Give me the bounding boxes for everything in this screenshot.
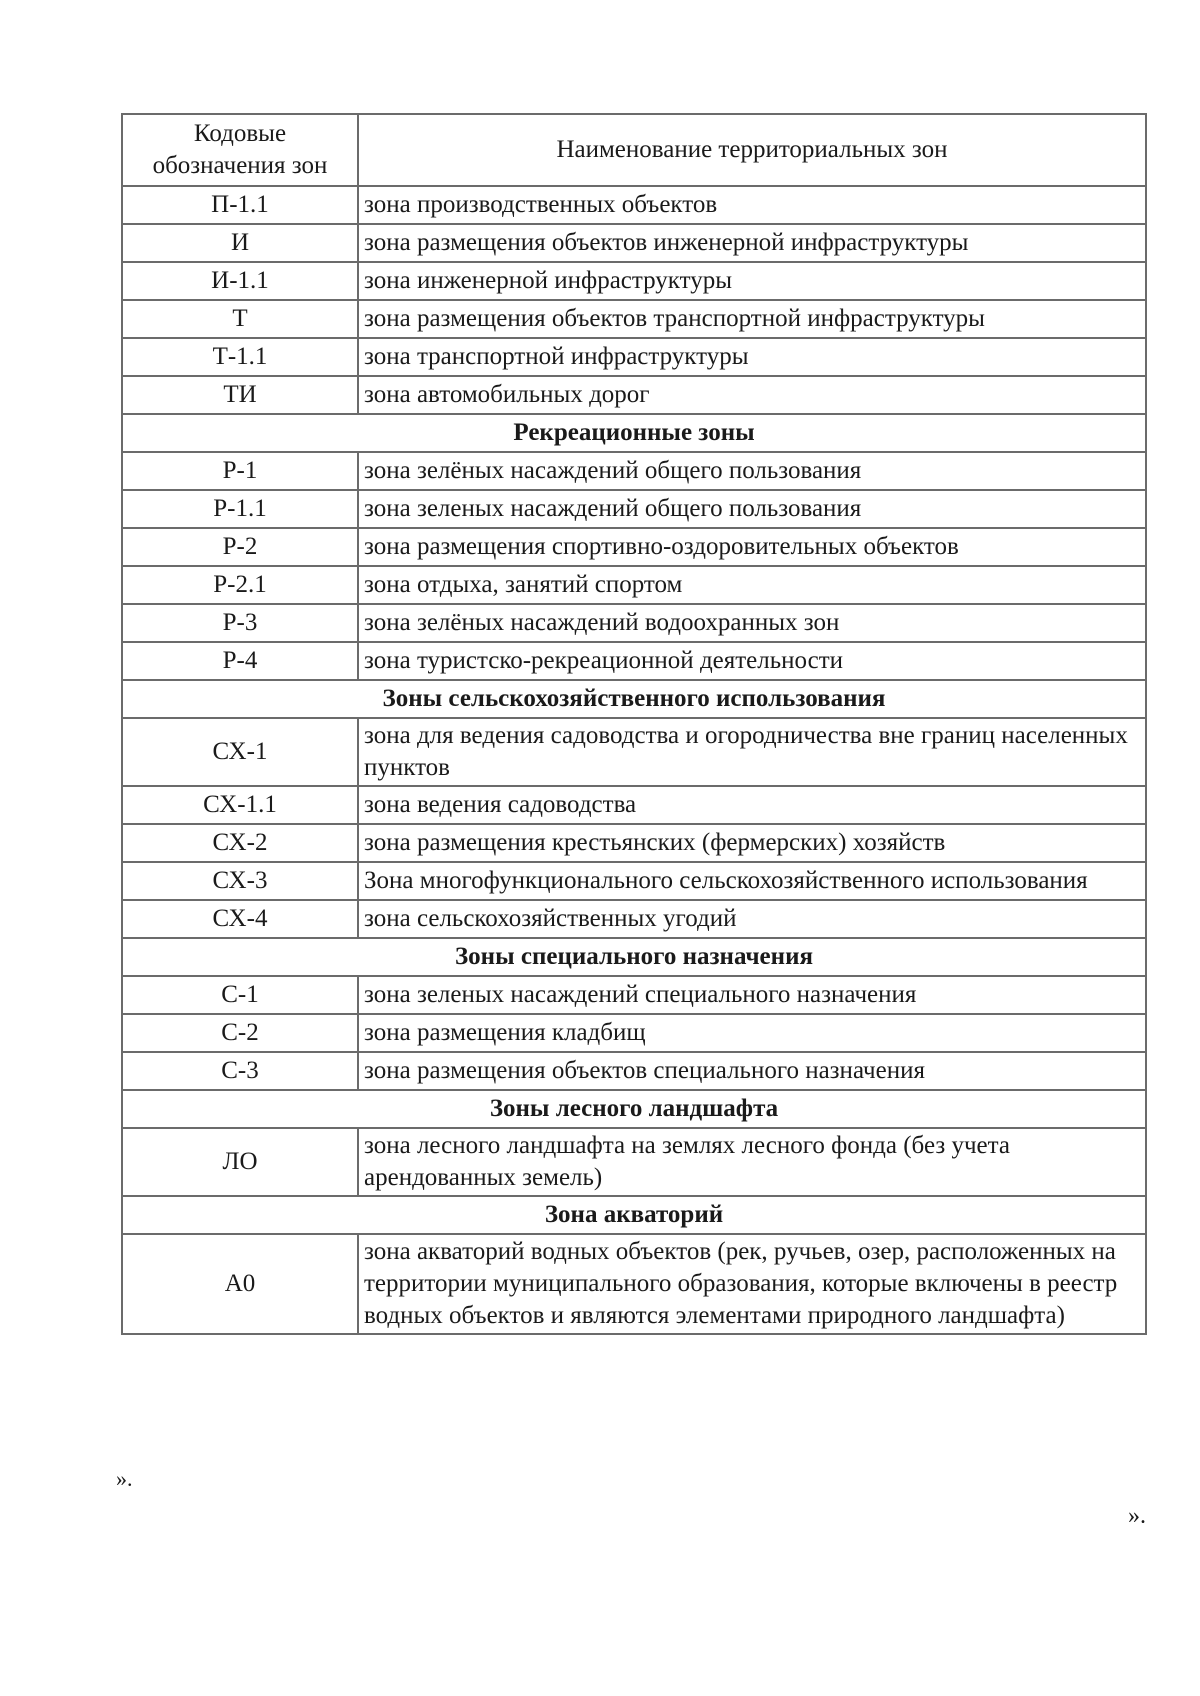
- zone-name: зона сельскохозяйственных угодий: [358, 900, 1146, 938]
- zone-row: [122, 642, 1146, 680]
- zone-code: С-2: [122, 1014, 358, 1052]
- zone-name: Зона многофункционального сельскохозяйственного использования: [358, 862, 1146, 900]
- zone-name: зона производственных объектов: [358, 186, 1146, 224]
- zone-code: ТИ: [122, 376, 358, 414]
- zone-name: зона размещения спортивно-оздоровительных объектов: [358, 528, 1146, 566]
- zone-row: [122, 900, 1146, 938]
- header-code: Кодовые обозначения зон: [122, 114, 358, 186]
- zone-code: П-1.1: [122, 186, 358, 224]
- section-title: Рекреационные зоны: [122, 414, 1146, 452]
- section-title: Зоны сельскохозяйственного использования: [122, 680, 1146, 718]
- zone-row: [122, 376, 1146, 414]
- zone-name: зона размещения объектов транспортной инфраструктуры: [358, 300, 1146, 338]
- zone-code: И: [122, 224, 358, 262]
- zone-row: [122, 718, 1146, 786]
- zone-name: зона зеленых насаждений общего пользования: [358, 490, 1146, 528]
- closing-quote-right: ».: [1128, 1503, 1146, 1529]
- zone-code: С-3: [122, 1052, 358, 1090]
- zone-code: ЛО: [122, 1128, 358, 1196]
- section-title: Зона акваторий: [122, 1196, 1146, 1234]
- zone-row: [122, 976, 1146, 1014]
- zone-row: [122, 490, 1146, 528]
- zone-row: [122, 452, 1146, 490]
- zone-row: [122, 186, 1146, 224]
- section-row: [122, 1196, 1146, 1234]
- zone-code: Р-3: [122, 604, 358, 642]
- zone-name: зона транспортной инфраструктуры: [358, 338, 1146, 376]
- zones-table: [121, 113, 1147, 1335]
- zone-row: [122, 1014, 1146, 1052]
- section-row: [122, 1090, 1146, 1128]
- section-title: Зоны лесного ландшафта: [122, 1090, 1146, 1128]
- zone-code: С-1: [122, 976, 358, 1014]
- zone-code: Р-2: [122, 528, 358, 566]
- zone-code: СХ-1: [122, 718, 358, 786]
- zone-code: И-1.1: [122, 262, 358, 300]
- header-name: Наименование территориальных зон: [358, 114, 1146, 186]
- zone-name: зона отдыха, занятий спортом: [358, 566, 1146, 604]
- zone-row: [122, 566, 1146, 604]
- zone-row: [122, 1128, 1146, 1196]
- zone-code: СХ-3: [122, 862, 358, 900]
- zone-row: [122, 604, 1146, 642]
- zone-row: [122, 224, 1146, 262]
- zone-code: Р-1: [122, 452, 358, 490]
- section-row: [122, 680, 1146, 718]
- zone-name: зона размещения крестьянских (фермерских) хозяйств: [358, 824, 1146, 862]
- zone-code: Т: [122, 300, 358, 338]
- zone-code: СХ-4: [122, 900, 358, 938]
- zone-code: Р-1.1: [122, 490, 358, 528]
- zone-name: зона акваторий водных объектов (рек, ручьев, озер, расположенных на территории муниципального образования, которые включены в реестр водных объектов и являются элементами природного ландшафта): [358, 1234, 1146, 1334]
- zone-code: Р-2.1: [122, 566, 358, 604]
- zones-body: [122, 186, 1146, 1334]
- zone-row: [122, 300, 1146, 338]
- zone-name: зона лесного ландшафта на землях лесного фонда (без учета арендованных земель): [358, 1128, 1146, 1196]
- zone-row: [122, 824, 1146, 862]
- zone-name: зона размещения объектов специального назначения: [358, 1052, 1146, 1090]
- zone-row: [122, 1234, 1146, 1334]
- zone-name: зона зелёных насаждений водоохранных зон: [358, 604, 1146, 642]
- zone-code: Т-1.1: [122, 338, 358, 376]
- zone-name: зона инженерной инфраструктуры: [358, 262, 1146, 300]
- section-title: Зоны специального назначения: [122, 938, 1146, 976]
- zone-name: зона зелёных насаждений общего пользования: [358, 452, 1146, 490]
- zone-row: [122, 338, 1146, 376]
- zone-row: [122, 862, 1146, 900]
- zone-code: А0: [122, 1234, 358, 1334]
- zone-row: [122, 1052, 1146, 1090]
- zone-name: зона автомобильных дорог: [358, 376, 1146, 414]
- zone-code: Р-4: [122, 642, 358, 680]
- zone-name: зона ведения садоводства: [358, 786, 1146, 824]
- zone-name: зона размещения кладбищ: [358, 1014, 1146, 1052]
- zone-code: СХ-2: [122, 824, 358, 862]
- zone-code: СХ-1.1: [122, 786, 358, 824]
- zone-row: [122, 528, 1146, 566]
- zone-name: зона размещения объектов инженерной инфраструктуры: [358, 224, 1146, 262]
- section-row: [122, 414, 1146, 452]
- zone-name: зона для ведения садоводства и огородничества вне границ населенных пунктов: [358, 718, 1146, 786]
- section-row: [122, 938, 1146, 976]
- zone-name: зона зеленых насаждений специального назначения: [358, 976, 1146, 1014]
- zone-row: [122, 262, 1146, 300]
- zone-name: зона туристско-рекреационной деятельности: [358, 642, 1146, 680]
- header-row: [122, 114, 1146, 186]
- zone-row: [122, 786, 1146, 824]
- closing-quote-left: ».: [116, 1466, 133, 1491]
